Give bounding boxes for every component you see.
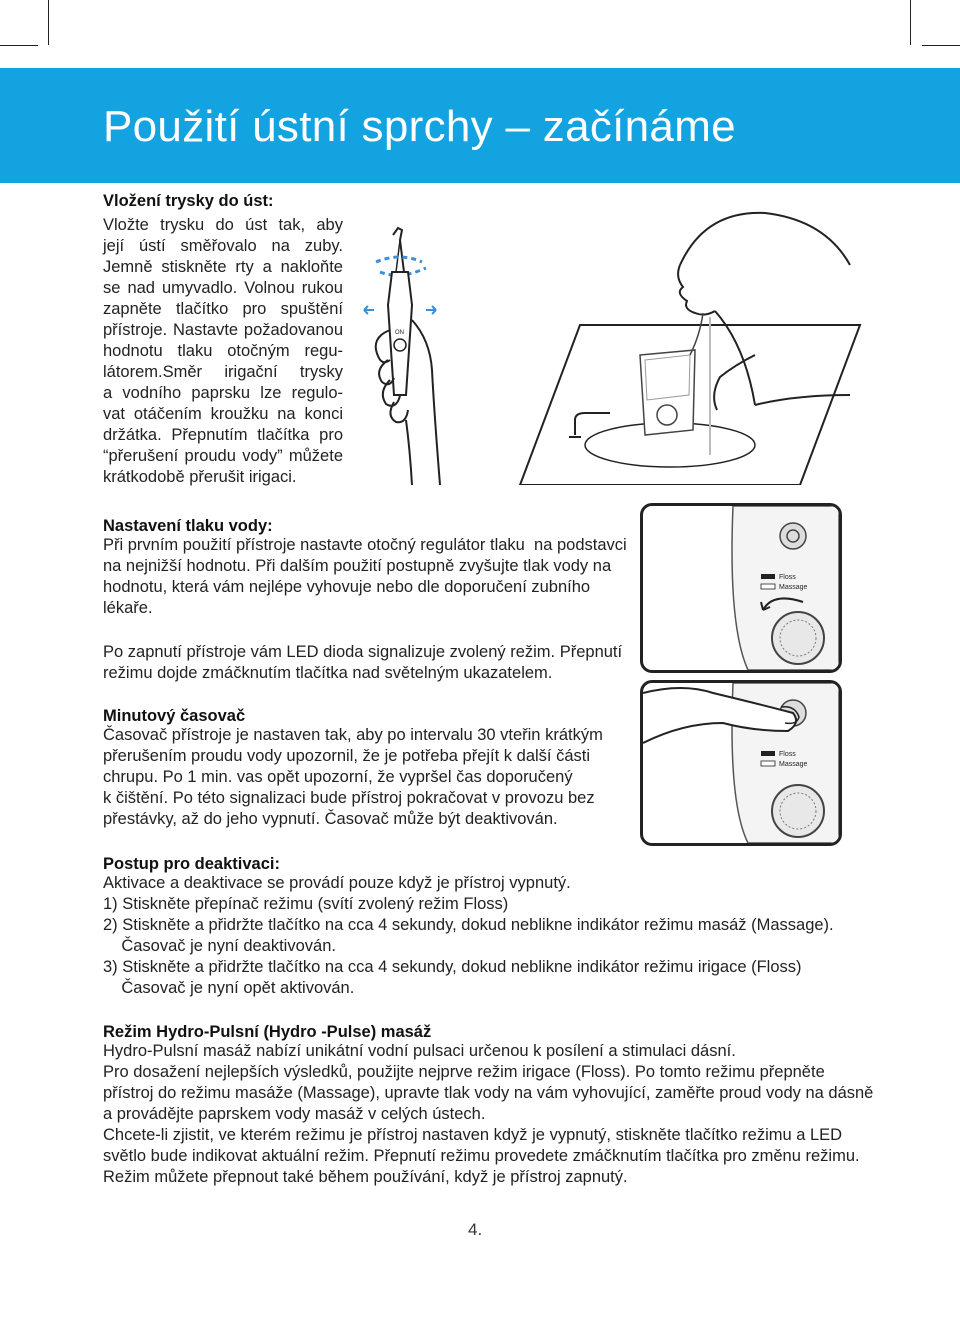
text-line: světlo bude indikovat aktuální režim. Přepnutí režimu provedete zmáčknutím tlačítka pro změnu režimu.: [103, 1147, 860, 1165]
text-line: hodnotu, která vám nejlépe vyhovuje nebo dle doporučení zubního: [103, 578, 591, 596]
section-heading-pressure: Nastavení tlaku vody:: [103, 517, 273, 535]
crop-mark: [48, 0, 49, 45]
text-line: a provádějte paprskem vody masáž v celých ústech.: [103, 1105, 486, 1123]
text-line: na nejnižší hodnotu. Při dalším použití postupně zvyšujte tlak vody na: [103, 557, 612, 575]
text-line: Režim můžete přepnout také během používání, když je přístroj zapnutý.: [103, 1168, 628, 1186]
crop-mark: [910, 0, 911, 45]
text-line: Vložte trysku do úst tak, aby: [103, 216, 343, 234]
text-line: držátka. Přepnutím tlačítka pro: [103, 426, 343, 444]
text-line: “přerušení proudu vody” můžete: [103, 447, 343, 465]
text-line: látorem.Směr irigační trysky: [103, 363, 343, 381]
text-line: a vodního paprsku lze regulo-: [103, 384, 343, 402]
section-text-hydro: [103, 1041, 903, 1188]
text-line: přístroj do režimu masáže (Massage), upravte tlak vody na vám vyhovující, zaměřte proud vody na dásně: [103, 1084, 874, 1102]
section-text-timer: [103, 725, 623, 830]
crop-mark: [922, 45, 960, 46]
text-line: režimu dojde zmáčknutím tlačítka nad světelným ukazatelem.: [103, 664, 553, 682]
title-banner: [0, 68, 960, 183]
text-line: lékaře.: [103, 599, 153, 617]
text-line: Aktivace a deaktivace se provádí pouze když je přístroj vypnutý.: [103, 874, 571, 892]
handle-illustration: [360, 210, 480, 490]
floss-label-2: Floss: [779, 751, 796, 758]
text-line: k čištění. Po této signalizaci bude přístroj pokračovat v provozu bez: [103, 789, 595, 807]
section-text-deactivate: [103, 873, 903, 999]
section-text-insert: [103, 215, 343, 488]
text-line: Po zapnutí přístroje vám LED dioda signalizuje zvolený režim. Přepnutí: [103, 643, 623, 661]
page-number: 4.: [468, 1220, 483, 1239]
text-line: 1) Stiskněte přepínač režimu (svítí zvolený režim Floss): [103, 895, 509, 913]
massage-label: Massage: [779, 584, 808, 591]
section-heading-timer: Minutový časovač: [103, 707, 246, 725]
text-line: Časovač je nyní opět aktivován.: [103, 979, 355, 997]
on-label: ON: [395, 330, 404, 336]
section-heading-deactivate: Postup pro deaktivaci:: [103, 855, 280, 873]
text-line: Při prvním použití přístroje nastavte otočný regulátor tlaku na podstavci: [103, 536, 627, 554]
text-line: Hydro-Pulsní masáž nabízí unikátní vodní pulsaci určenou k posílení a stimulaci dásní.: [103, 1042, 736, 1060]
crop-mark: [0, 45, 38, 46]
text-line: Pro dosažení nejlepších výsledků, použijte nejprve režim irigace (Floss). Po tomto režimu přepněte: [103, 1063, 825, 1081]
text-line: její ústí směřovalo na zuby.: [103, 237, 343, 255]
section-heading-hydro: Režim Hydro-Pulsní (Hydro -Pulse) masáž: [103, 1023, 432, 1041]
page-title: Použití ústní sprchy – začínáme: [103, 102, 736, 151]
text-line: Chcete-li zjistit, ve kterém režimu je přístroj nastaven když je vypnutý, stiskněte tlačítko režimu a LED: [103, 1126, 843, 1144]
text-line: zapněte tlačítko pro spuštění: [103, 300, 343, 318]
section-heading-insert: Vložení trysky do úst:: [103, 192, 274, 210]
text-line: přerušením proudu vody upozornil, že je potřeba přejít k další části: [103, 747, 591, 765]
text-line: Jemně stiskněte rty a nakloňte: [103, 258, 343, 276]
text-line: vat otáčením kroužku na konci: [103, 405, 343, 423]
text-line: přístroje. Nastavte požadovanou: [103, 321, 343, 339]
text-line: krátkodobě přerušit irigaci.: [103, 468, 297, 486]
text-line: Časovač je nyní deaktivován.: [103, 937, 336, 955]
text-line: Časovač přístroje je nastaven tak, aby po intervalu 30 vteřin krátkým: [103, 726, 603, 744]
floss-label: Floss: [779, 574, 796, 581]
control-panel-press-illustration: [640, 680, 842, 846]
text-line: 2) Stiskněte a přidržte tlačítko na cca 4 sekundy, dokud neblikne indikátor režimu masáž (Massage).: [103, 916, 834, 934]
text-line: přestávky, až do jeho vypnutí. Časovač může být deaktivován.: [103, 810, 558, 828]
section-text-pressure-led: [103, 642, 623, 684]
massage-label-2: Massage: [779, 761, 808, 768]
section-text-pressure: [103, 535, 627, 619]
text-line: 3) Stiskněte a přidržte tlačítko na cca 4 sekundy, dokud neblikne indikátor režimu irigace (Floss): [103, 958, 802, 976]
control-panel-illustration: [640, 503, 842, 673]
text-line: se nad umyvadlo. Volnou rukou: [103, 279, 343, 297]
text-line: hodnotu tlaku otočným regu-: [103, 342, 343, 360]
text-line: chrupu. Po 1 min. vas opět upozorní, že vypršel čas doporučený: [103, 768, 573, 786]
sink-illustration: [505, 205, 865, 485]
